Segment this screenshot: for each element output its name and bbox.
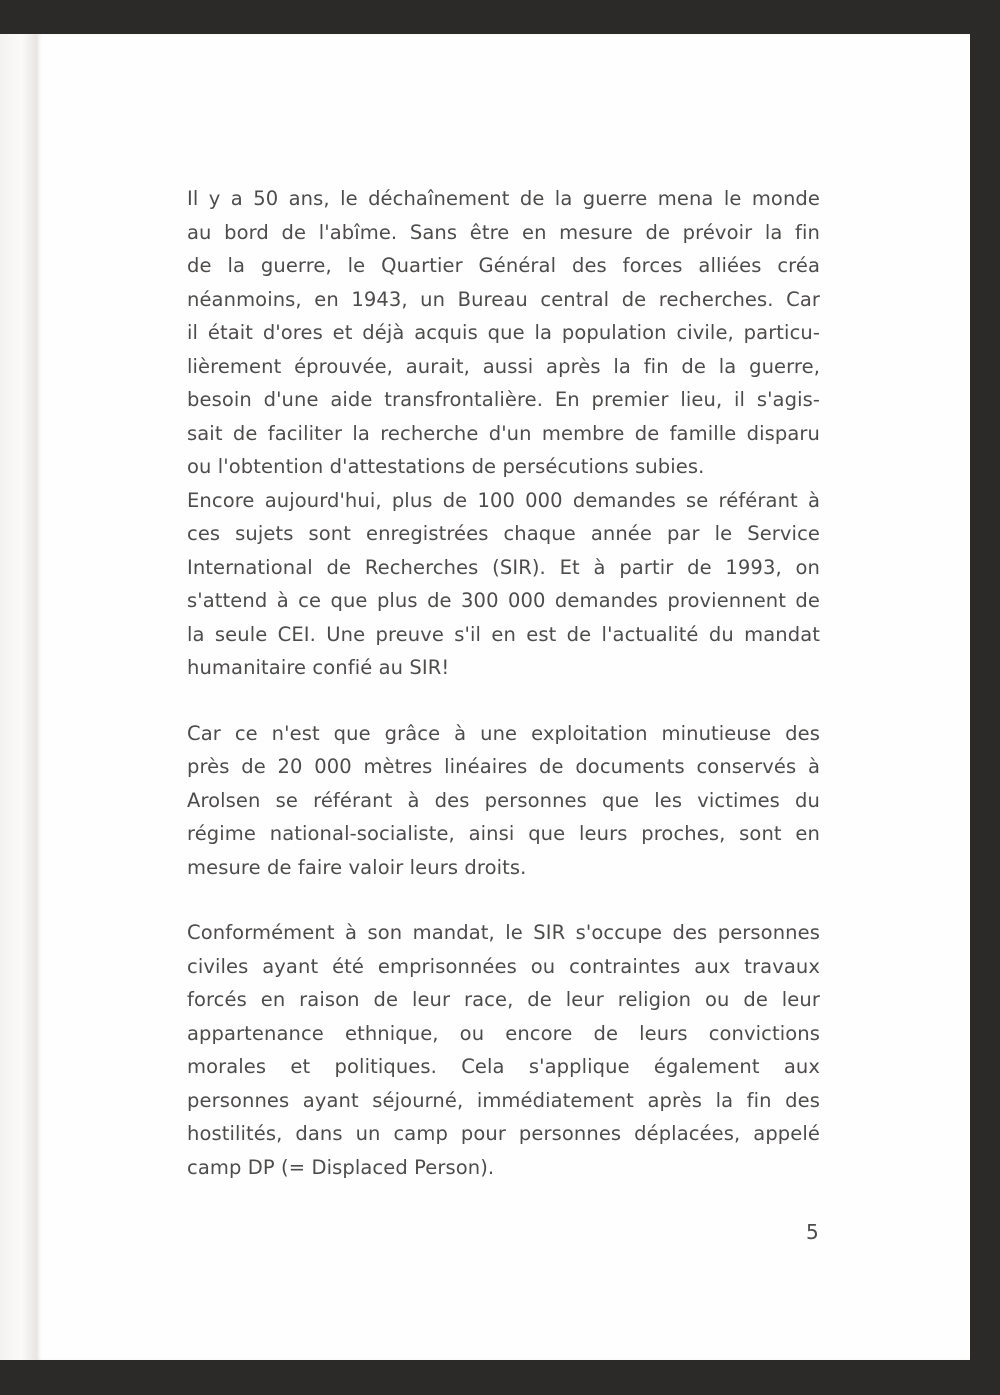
text-line: il était d'ores et déjà acquis que la population civile, particu- [187, 321, 820, 344]
body-text [187, 182, 820, 1184]
text-line: Il y a 50 ans, le déchaînement de la guerre mena le monde [187, 187, 820, 210]
text-line: s'attend à ce que plus de 300 000 demandes proviennent de [187, 589, 820, 612]
text-line: forcés en raison de leur race, de leur religion ou de leur [187, 988, 820, 1011]
text-line: besoin d'une aide transfrontalière. En premier lieu, il s'agis- [187, 388, 820, 411]
text-line: hostilités, dans un camp pour personnes déplacées, appelé [187, 1122, 820, 1145]
text-line: civiles ayant été emprisonnées ou contraintes aux travaux [187, 954, 820, 978]
text-line: camp DP (= Displaced Person). [187, 1155, 495, 1179]
document-page [36, 34, 970, 1360]
text-line: ou l'obtention d'attestations de persécutions subies. [187, 455, 705, 478]
text-line: Encore aujourd'hui, plus de 100 000 demandes se référant à [187, 488, 820, 512]
text-line: International de Recherches (SIR). Et à partir de 1993, on [187, 555, 820, 579]
paragraph-gap [187, 884, 820, 916]
paragraph [187, 182, 820, 685]
text-line: mesure de faire valoir leurs droits. [187, 855, 527, 879]
text-line: néanmoins, en 1943, un Bureau central de recherches. Car [187, 287, 820, 311]
paragraph [187, 916, 820, 1184]
page-number: 5 [806, 1220, 819, 1244]
text-line: sait de faciliter la recherche d'un membre de famille disparu [187, 421, 820, 445]
text-line: personnes ayant séjourné, immédiatement après la fin des [187, 1088, 820, 1112]
text-line: humanitaire confié au SIR! [187, 656, 450, 679]
text-line: Car ce n'est que grâce à une exploitation minutieuse des [187, 721, 820, 745]
text-line: appartenance ethnique, ou encore de leurs convictions [187, 1021, 820, 1045]
paragraph [187, 717, 820, 885]
text-line: régime national-socialiste, ainsi que leurs proches, sont en [187, 822, 820, 845]
text-line: près de 20 000 mètres linéaires de documents conservés à [187, 755, 820, 778]
text-line: morales et politiques. Cela s'applique également aux [187, 1055, 820, 1078]
text-line: lièrement éprouvée, aurait, aussi après la fin de la guerre, [187, 354, 820, 378]
text-line: de la guerre, le Quartier Général des forces alliées créa [187, 254, 820, 277]
text-line: ces sujets sont enregistrées chaque année par le Service [187, 522, 820, 545]
text-line: au bord de l'abîme. Sans être en mesure de prévoir la fin [187, 220, 820, 244]
text-line: la seule CEI. Une preuve s'il en est de l'actualité du mandat [187, 622, 820, 646]
paragraph-gap [187, 685, 820, 717]
adjacent-page-edge [0, 34, 36, 1360]
text-line: Conformément à son mandat, le SIR s'occupe des personnes [187, 921, 820, 944]
text-line: Arolsen se référant à des personnes que les victimes du [187, 788, 820, 812]
